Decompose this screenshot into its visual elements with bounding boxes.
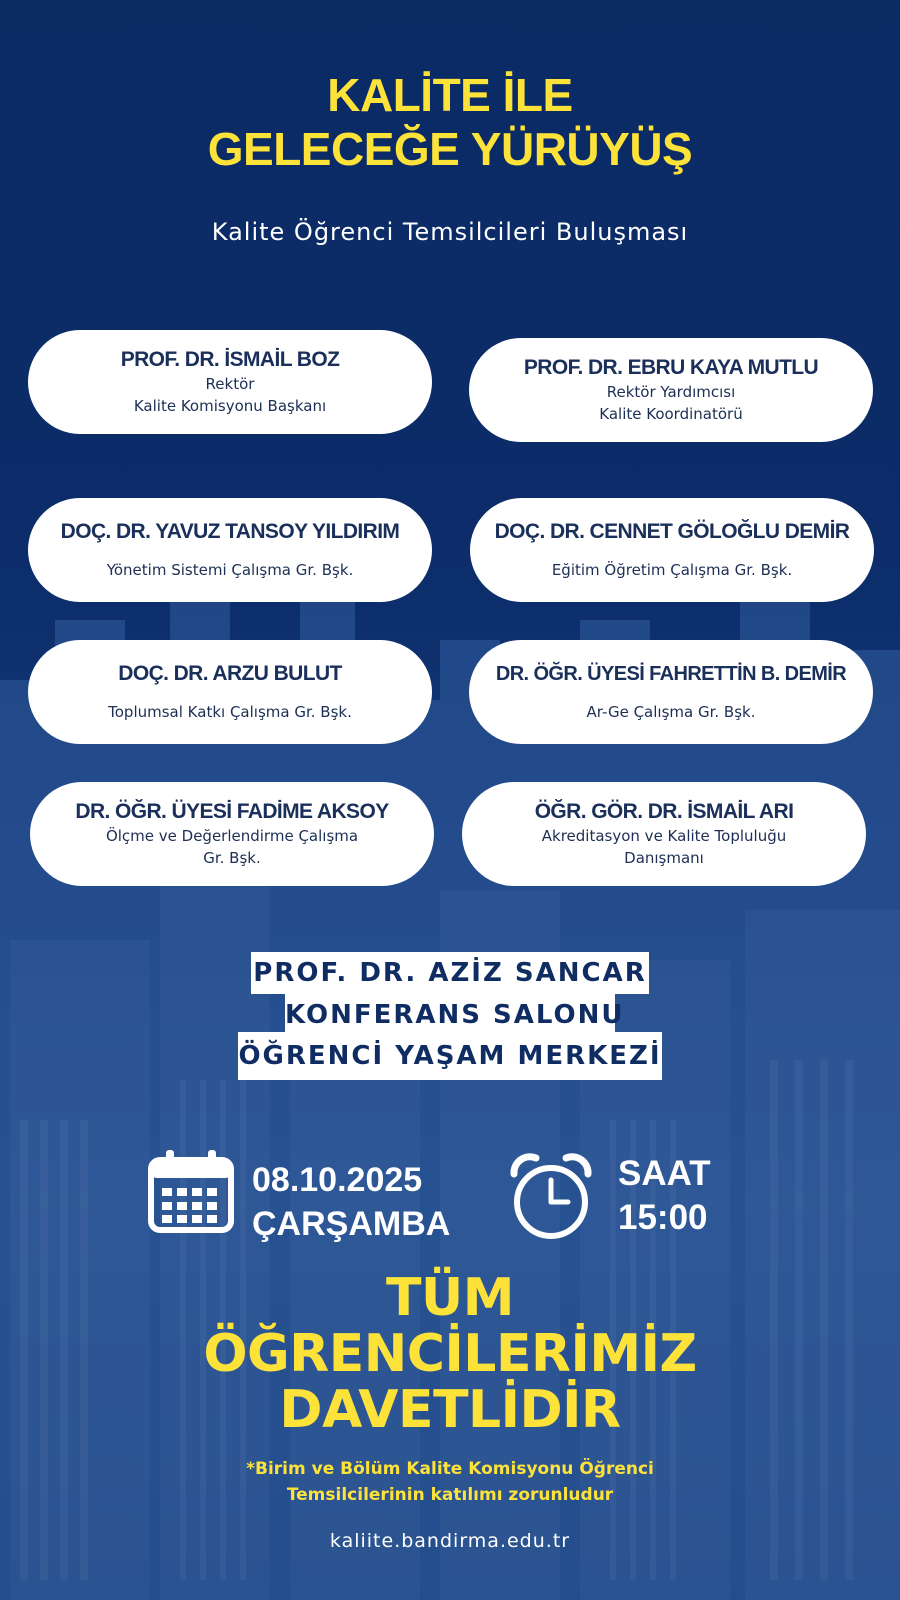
speaker-role: Ar-Ge Çalışma Gr. Bşk. xyxy=(586,703,756,721)
event-date: 08.10.2025 xyxy=(252,1161,423,1199)
speaker-card xyxy=(28,330,432,434)
venue-line-1: PROF. DR. AZİZ SANCAR xyxy=(251,952,649,994)
speaker-name: DOÇ. DR. CENNET GÖLOĞLU DEMİR xyxy=(494,520,850,543)
speaker-role: Kalite Koordinatörü xyxy=(599,405,743,423)
venue-line-2: KONFERANS SALONU xyxy=(285,994,615,1036)
speaker-name: DR. ÖĞR. ÜYESİ FAHRETTİN B. DEMİR xyxy=(495,663,847,685)
speaker-name: DOÇ. DR. YAVUZ TANSOY YILDIRIM xyxy=(60,520,400,543)
speaker-name: DOÇ. DR. ARZU BULUT xyxy=(118,662,342,685)
invite-line-1: TÜM xyxy=(386,1268,514,1328)
invitation-heading xyxy=(0,1270,900,1438)
speaker-card xyxy=(470,498,874,602)
speaker-card xyxy=(30,782,434,886)
event-time: 15:00 xyxy=(618,1198,708,1237)
title-line-1: KALİTE İLE xyxy=(327,69,573,121)
speaker-card xyxy=(469,640,873,744)
speaker-name: PROF. DR. EBRU KAYA MUTLU xyxy=(523,356,819,379)
website-url: kaliite.bandirma.edu.tr xyxy=(329,1530,571,1552)
page-title xyxy=(0,68,900,176)
speaker-role: Toplumsal Katkı Çalışma Gr. Bşk. xyxy=(108,703,352,721)
speaker-role: Rektör xyxy=(205,375,255,393)
speaker-role: Ölçme ve Değerlendirme Çalışma xyxy=(105,827,359,845)
subtitle: Kalite Öğrenci Temsilcileri Buluşması xyxy=(211,218,689,246)
speaker-card xyxy=(469,338,873,442)
speaker-name: ÖĞR. GÖR. DR. İSMAİL ARI xyxy=(534,800,794,823)
speaker-role: Kalite Komisyonu Başkanı xyxy=(133,397,327,415)
speaker-role: Eğitim Öğretim Çalışma Gr. Bşk. xyxy=(551,561,793,579)
event-time-block xyxy=(618,1152,711,1240)
speaker-name: PROF. DR. İSMAİL BOZ xyxy=(120,348,340,371)
time-label: SAAT xyxy=(618,1154,711,1193)
attendance-note xyxy=(0,1456,900,1508)
venue-line-3: ÖĞRENCİ YAŞAM MERKEZİ xyxy=(238,1032,662,1080)
speaker-name: DR. ÖĞR. ÜYESİ FADİME AKSOY xyxy=(75,800,389,823)
note-line-1: *Birim ve Bölüm Kalite Komisyonu Öğrenci xyxy=(246,1459,654,1479)
invite-line-2: ÖĞRENCİLERİMİZ xyxy=(203,1324,697,1384)
calendar-icon xyxy=(148,1148,234,1234)
note-line-2: Temsilcilerinin katılımı zorunludur xyxy=(286,1485,614,1505)
speaker-card xyxy=(28,640,432,744)
event-date-block xyxy=(252,1158,450,1246)
event-day: ÇARŞAMBA xyxy=(252,1205,451,1243)
speaker-role: Gr. Bşk. xyxy=(203,849,261,867)
speaker-role: Danışmanı xyxy=(624,849,704,867)
speaker-card xyxy=(28,498,432,602)
title-line-2: GELECEĞE YÜRÜYÜŞ xyxy=(207,123,693,175)
speaker-role: Akreditasyon ve Kalite Topluluğu xyxy=(541,827,787,845)
speaker-role: Rektör Yardımcısı xyxy=(606,383,736,401)
speaker-role: Yönetim Sistemi Çalışma Gr. Bşk. xyxy=(106,561,354,579)
invite-line-3: DAVETLİDİR xyxy=(279,1380,621,1440)
speaker-card xyxy=(462,782,866,886)
alarm-clock-icon xyxy=(506,1152,596,1242)
